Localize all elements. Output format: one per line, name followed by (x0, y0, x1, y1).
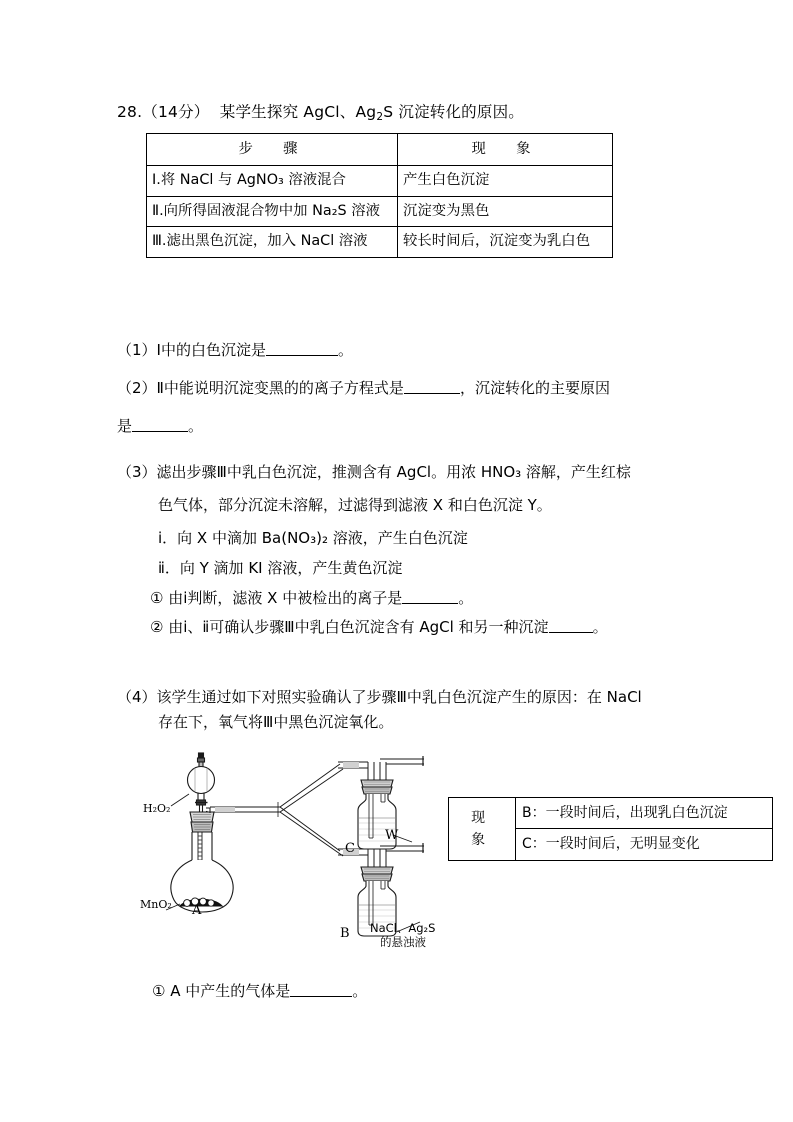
part-3-sub-2-period: 。 (592, 618, 608, 636)
apparatus-diagram (140, 750, 450, 965)
label-bottle-b: B (340, 926, 350, 941)
answer-blank-1[interactable] (266, 355, 338, 356)
part-4-line-1: （4）该学生通过如下对照实验确认了步骤Ⅲ中乳白色沉淀产生的原因：在 NaCl (117, 688, 642, 706)
phenomenon-label: 现 象 (449, 798, 516, 861)
part-2 (117, 377, 610, 400)
part-3-sub-1-period: 。 (458, 589, 474, 607)
label-bottle-c: C (345, 841, 355, 856)
table-header-row (147, 134, 613, 166)
cell-phenomenon-3: 较长时间后，沉淀变为乳白色 (398, 227, 613, 258)
page-title (117, 100, 524, 123)
label-suspension-line-2: 的悬浊液 (380, 935, 426, 949)
question-stem-sub: 2 (376, 110, 384, 123)
table-row (147, 196, 613, 227)
part-3-line-1: （3）滤出步骤Ⅲ中乳白色沉淀，推测含有 AgCl。用浓 HNO₃ 溶解，产生红棕 (117, 463, 631, 481)
phenomenon-c: C：一段时间后，无明显变化 (516, 829, 773, 860)
part-3-line-2: 色气体，部分沉淀未溶解，过滤得到滤液 X 和白色沉淀 Y。 (158, 496, 552, 514)
rubber-stopper-icon (190, 812, 214, 832)
part-3-sub-1-text: ① 由ⅰ判断，滤液 X 中被检出的离子是 (150, 589, 403, 607)
header-step: 步 骤 (147, 134, 398, 166)
table-row (147, 227, 613, 258)
question-stem-post: S 沉淀转化的原因。 (383, 103, 524, 121)
answer-blank-3b[interactable] (549, 632, 593, 633)
part-4-sub-1 (152, 980, 367, 1003)
part-3-obs-ii: ⅱ．向 Y 滴加 KI 溶液，产生黄色沉淀 (158, 559, 403, 577)
phenomenon-b: B：一段时间后，出现乳白色沉淀 (516, 798, 773, 829)
part-1-text: （1）Ⅰ中的白色沉淀是 (117, 341, 266, 359)
part-4-sub-1-period: 。 (352, 982, 368, 1000)
question-number: 28. (117, 103, 143, 121)
part-4-sub-1-text: ① A 中产生的气体是 (152, 982, 291, 1000)
part-2-continued (117, 415, 203, 438)
part-1 (117, 339, 353, 362)
table-row (449, 798, 773, 829)
steps-table (146, 133, 613, 258)
part-3-sub-2 (150, 616, 608, 639)
part-1-period: 。 (337, 341, 353, 359)
funnel-stopper-icon (198, 753, 205, 768)
cell-step-1: Ⅰ.将 NaCl 与 AgNO₃ 溶液混合 (147, 165, 398, 196)
header-phenomenon: 现 象 (398, 134, 613, 166)
answer-blank-4a[interactable] (290, 996, 352, 997)
cell-step-3: Ⅲ.滤出黑色沉淀，加入 NaCl 溶液 (147, 227, 398, 258)
label-mno2: MnO₂ (140, 898, 172, 911)
cell-phenomenon-2: 沉淀变为黑色 (398, 196, 613, 227)
part-3-sub-2-text: ② 由ⅰ、ⅱ可确认步骤Ⅲ中乳白色沉淀含有 AgCl 和另一种沉淀 (150, 618, 549, 636)
part-3-sub-1 (150, 587, 473, 610)
part-3-obs-i: ⅰ．向 X 中滴加 Ba(NO₃)₂ 溶液，产生白色沉淀 (158, 529, 468, 547)
label-suspension-line-1: NaCl、Ag₂S (370, 921, 436, 935)
answer-blank-2a[interactable] (404, 393, 460, 394)
label-flask-a: A (192, 903, 202, 918)
part-2-text: （2）Ⅱ中能说明沉淀变黑的的离子方程式是 (117, 379, 404, 397)
label-water-w: W (385, 828, 399, 843)
question-stem-pre: 某学生探究 AgCl、Ag (219, 103, 377, 121)
part-2-text-tail: ，沉淀转化的主要原因 (459, 379, 610, 397)
phenomenon-table (448, 797, 773, 861)
part-4-line-2: 存在下，氧气将Ⅲ中黑色沉淀氧化。 (158, 713, 394, 731)
part-2-period: 。 (188, 417, 204, 435)
answer-blank-3a[interactable] (402, 603, 458, 604)
answer-blank-2b[interactable] (132, 431, 188, 432)
question-score: （14分） (142, 103, 210, 121)
cell-step-2: Ⅱ.向所得固液混合物中加 Na₂S 溶液 (147, 196, 398, 227)
cell-phenomenon-1: 产生白色沉淀 (398, 165, 613, 196)
table-row (147, 165, 613, 196)
part-2-text-2: 是 (117, 417, 133, 435)
label-h2o2: H₂O₂ (143, 802, 171, 815)
